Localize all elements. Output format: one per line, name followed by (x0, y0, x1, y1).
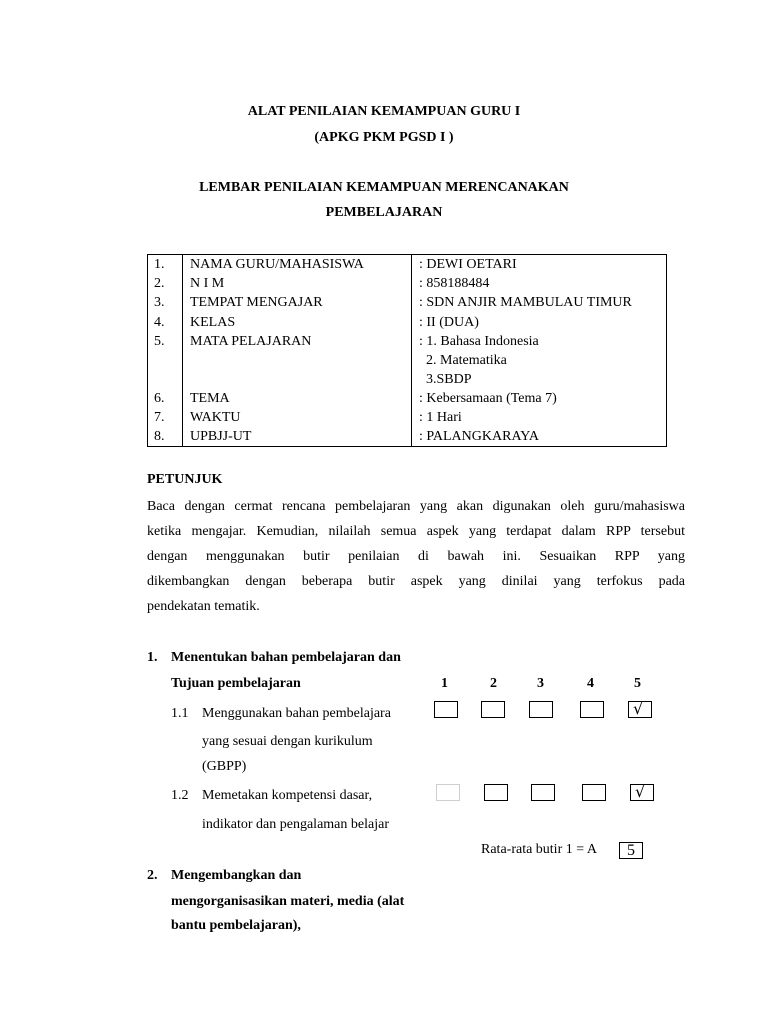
row-value: : PALANGKARAYA (419, 429, 539, 444)
doc-title: ALAT PENILAIAN KEMAMPUAN GURU I (247, 104, 521, 119)
row-number: 1. (154, 257, 165, 272)
row-label: N I M (190, 276, 225, 291)
section1-title-cont: Tujuan pembelajaran (171, 676, 301, 691)
row-number: 5. (154, 334, 165, 349)
row-label: TEMPAT MENGAJAR (190, 295, 323, 310)
row-label: WAKTU (190, 410, 241, 425)
row-number: 8. (154, 429, 165, 444)
check-mark-icon: √ (633, 699, 644, 718)
check-mark-icon: √ (635, 782, 646, 801)
scale-label: 1 (441, 676, 448, 691)
section2-number: 2. (147, 868, 158, 883)
row-number: 6. (154, 391, 165, 406)
scale-label: 4 (587, 676, 594, 691)
identity-label-column (182, 255, 412, 446)
identity-value-column (411, 255, 666, 446)
score-checkbox-1[interactable] (434, 701, 458, 718)
row-number: 3. (154, 295, 165, 310)
item-text: indikator dan pengalaman belajar (202, 817, 389, 832)
scale-label: 3 (537, 676, 544, 691)
section2-title: Mengembangkan dan (171, 868, 302, 883)
score-checkbox-4[interactable] (580, 701, 604, 718)
score-checkbox-2[interactable] (481, 701, 505, 718)
section2-title-cont: bantu pembelajaran), (171, 918, 301, 933)
row-label: KELAS (190, 315, 236, 330)
score-checkbox-2[interactable] (484, 784, 508, 801)
row-label: UPBJJ-UT (190, 429, 252, 444)
average-score-box: 5 (619, 842, 643, 859)
sheet-title: LEMBAR PENILAIAN KEMAMPUAN MERENCANAKAN (199, 180, 569, 195)
paragraph-line: pendekatan tematik. (147, 599, 260, 614)
section2-title-cont: mengorganisasikan materi, media (alat (171, 894, 405, 909)
row-value: : II (DUA) (419, 315, 479, 330)
identity-table (147, 254, 667, 447)
average-label: Rata-rata butir 1 = A (481, 842, 597, 857)
paragraph-line: Baca dengan cermat rencana pembelajaran yang akan digunakan oleh guru/mahasiswa (147, 499, 685, 514)
paragraph-line: dengan menggunakan butir penilaian di bawah ini. Sesuaikan RPP yang (147, 549, 685, 564)
scale-label: 2 (490, 676, 497, 691)
paragraph-line: ketika mengajar. Kemudian, nilailah semua aspek yang terdapat dalam RPP tersebut (147, 524, 685, 539)
item-text: yang sesuai dengan kurikulum (202, 734, 373, 749)
row-number: 2. (154, 276, 165, 291)
row-value: : 1 Hari (419, 410, 462, 425)
item-number: 1.2 (171, 788, 189, 803)
item-text: Memetakan kompetensi dasar, (202, 788, 373, 803)
score-checkbox-3[interactable] (531, 784, 555, 801)
row-number: 7. (154, 410, 165, 425)
score-checkbox-3[interactable] (529, 701, 553, 718)
row-value: : DEWI OETARI (419, 257, 517, 272)
petunjuk-title: PETUNJUK (147, 472, 223, 487)
row-label: TEMA (190, 391, 230, 406)
row-value: : 858188484 (419, 276, 490, 291)
row-value: : Kebersamaan (Tema 7) (419, 391, 557, 406)
sheet-title-cont: PEMBELAJARAN (325, 205, 443, 220)
section1-title: Menentukan bahan pembelajaran dan (171, 650, 401, 665)
petunjuk-paragraph (147, 494, 685, 619)
item-text: (GBPP) (202, 759, 247, 774)
row-label: MATA PELAJARAN (190, 334, 312, 349)
score-checkbox-5[interactable] (628, 701, 652, 718)
identity-number-column (148, 255, 183, 446)
score-checkbox-1[interactable] (436, 784, 460, 801)
row-value: : 1. Bahasa Indonesia (419, 334, 539, 349)
row-value: 2. Matematika (419, 353, 507, 368)
scale-label: 5 (634, 676, 641, 691)
row-number: 4. (154, 315, 165, 330)
section1-number: 1. (147, 650, 158, 665)
score-checkbox-4[interactable] (582, 784, 606, 801)
row-label: NAMA GURU/MAHASISWA (190, 257, 364, 272)
item-number: 1.1 (171, 706, 189, 721)
paragraph-line: dikembangkan dengan beberapa butir aspek yang dinilai yang terfokus pada (147, 574, 685, 589)
row-value: 3.SBDP (419, 372, 472, 387)
row-value: : SDN ANJIR MAMBULAU TIMUR (419, 295, 632, 310)
item-text: Menggunakan bahan pembelajara (202, 706, 391, 721)
score-checkbox-5[interactable] (630, 784, 654, 801)
doc-subtitle: (APKG PKM PGSD I ) (314, 130, 454, 145)
